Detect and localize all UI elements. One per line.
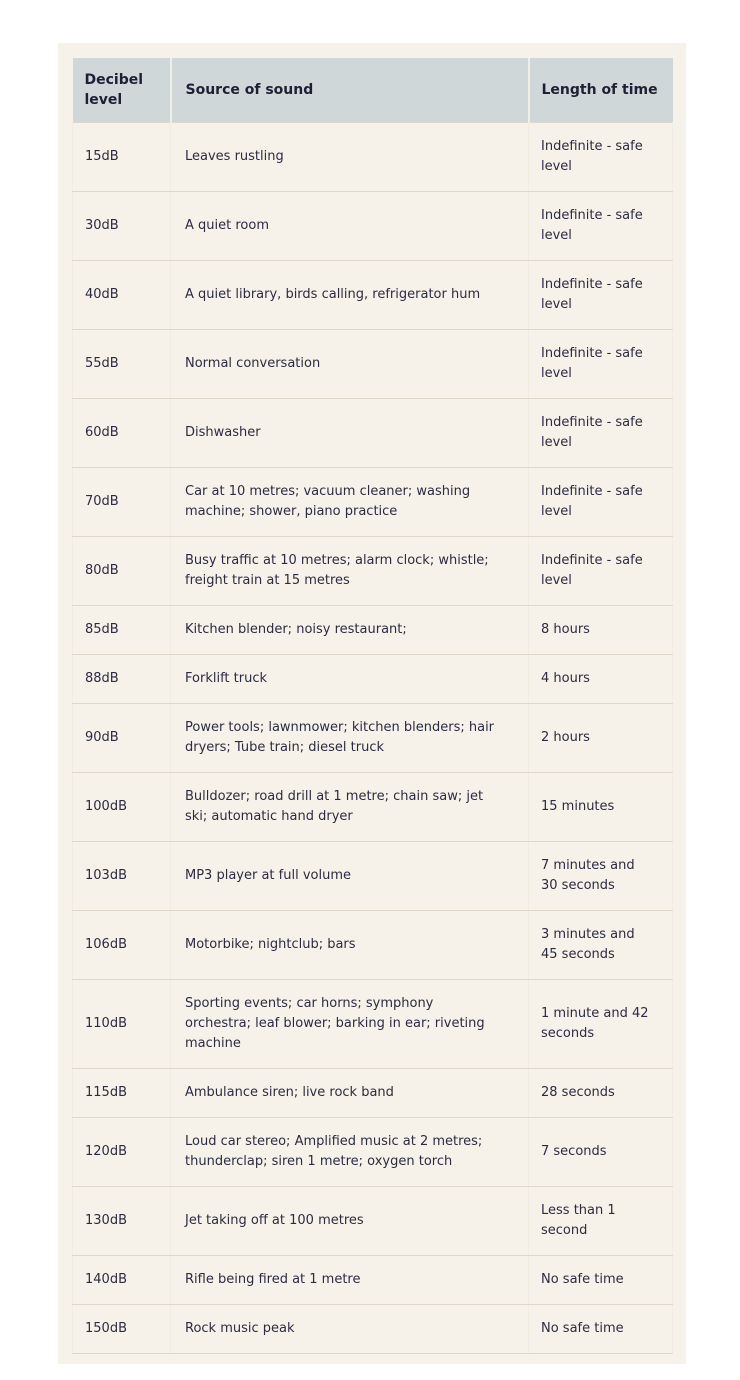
length-of-time-cell: Indefinite - safe level — [529, 537, 673, 606]
table-row — [73, 537, 673, 606]
length-of-time-cell: 15 minutes — [529, 773, 673, 842]
decibel-level-cell: 55dB — [73, 330, 171, 399]
length-of-time-cell: 2 hours — [529, 704, 673, 773]
length-of-time-cell: Indefinite - safe level — [529, 399, 673, 468]
column-header-source-of-sound: Source of sound — [171, 58, 529, 123]
source-of-sound-cell: Dishwasher — [171, 399, 529, 468]
table-row — [73, 330, 673, 399]
length-of-time-cell: 1 minute and 42 seconds — [529, 980, 673, 1069]
source-of-sound-cell: Sporting events; car horns; symphony orchestra; leaf blower; barking in ear; riveting machine — [171, 980, 529, 1069]
source-of-sound-cell: Forklift truck — [171, 655, 529, 704]
length-of-time-cell: Less than 1 second — [529, 1187, 673, 1256]
source-of-sound-cell: Busy traffic at 10 metres; alarm clock; whistle; freight train at 15 metres — [171, 537, 529, 606]
source-of-sound-cell: A quiet room — [171, 192, 529, 261]
decibel-level-cell: 70dB — [73, 468, 171, 537]
decibel-level-cell: 150dB — [73, 1305, 171, 1354]
column-header-decibel-level: Decibel level — [73, 58, 171, 123]
source-of-sound-cell: Jet taking off at 100 metres — [171, 1187, 529, 1256]
decibel-level-cell: 85dB — [73, 606, 171, 655]
decibel-level-cell: 30dB — [73, 192, 171, 261]
source-of-sound-cell: MP3 player at full volume — [171, 842, 529, 911]
table-row — [73, 980, 673, 1069]
table-row — [73, 1256, 673, 1305]
decibel-level-cell: 60dB — [73, 399, 171, 468]
source-of-sound-cell: Ambulance siren; live rock band — [171, 1069, 529, 1118]
decibel-level-cell: 110dB — [73, 980, 171, 1069]
table-row — [73, 842, 673, 911]
length-of-time-cell: No safe time — [529, 1305, 673, 1354]
table-row — [73, 399, 673, 468]
decibel-level-cell: 130dB — [73, 1187, 171, 1256]
length-of-time-cell: Indefinite - safe level — [529, 123, 673, 192]
length-of-time-cell: 7 seconds — [529, 1118, 673, 1187]
table-row — [73, 1069, 673, 1118]
table-body — [73, 123, 673, 1354]
length-of-time-cell: 4 hours — [529, 655, 673, 704]
decibel-level-cell: 80dB — [73, 537, 171, 606]
length-of-time-cell: 3 minutes and 45 seconds — [529, 911, 673, 980]
decibel-level-cell: 106dB — [73, 911, 171, 980]
length-of-time-cell: 7 minutes and 30 seconds — [529, 842, 673, 911]
decibel-level-cell: 115dB — [73, 1069, 171, 1118]
table-header — [73, 58, 673, 123]
table-row — [73, 468, 673, 537]
source-of-sound-cell: Rifle being fired at 1 metre — [171, 1256, 529, 1305]
table-row — [73, 655, 673, 704]
decibel-level-cell: 40dB — [73, 261, 171, 330]
length-of-time-cell: No safe time — [529, 1256, 673, 1305]
source-of-sound-cell: Car at 10 metres; vacuum cleaner; washing machine; shower, piano practice — [171, 468, 529, 537]
decibel-level-cell: 103dB — [73, 842, 171, 911]
source-of-sound-cell: Kitchen blender; noisy restaurant; — [171, 606, 529, 655]
length-of-time-cell: Indefinite - safe level — [529, 261, 673, 330]
table-row — [73, 123, 673, 192]
source-of-sound-cell: Normal conversation — [171, 330, 529, 399]
decibel-table — [72, 58, 673, 1354]
length-of-time-cell: Indefinite - safe level — [529, 192, 673, 261]
table-row — [73, 773, 673, 842]
decibel-level-cell: 88dB — [73, 655, 171, 704]
source-of-sound-cell: Bulldozer; road drill at 1 metre; chain saw; jet ski; automatic hand dryer — [171, 773, 529, 842]
length-of-time-cell: Indefinite - safe level — [529, 468, 673, 537]
source-of-sound-cell: Leaves rustling — [171, 123, 529, 192]
length-of-time-cell: 8 hours — [529, 606, 673, 655]
decibel-level-cell: 140dB — [73, 1256, 171, 1305]
decibel-level-cell: 90dB — [73, 704, 171, 773]
source-of-sound-cell: Power tools; lawnmower; kitchen blenders; hair dryers; Tube train; diesel truck — [171, 704, 529, 773]
table-row — [73, 911, 673, 980]
table-row — [73, 606, 673, 655]
decibel-level-cell: 15dB — [73, 123, 171, 192]
table-row — [73, 261, 673, 330]
header-row — [73, 58, 673, 123]
table-row — [73, 704, 673, 773]
decibel-level-cell: 100dB — [73, 773, 171, 842]
table-row — [73, 192, 673, 261]
decibel-level-cell: 120dB — [73, 1118, 171, 1187]
source-of-sound-cell: A quiet library, birds calling, refrigerator hum — [171, 261, 529, 330]
table-row — [73, 1187, 673, 1256]
content-panel — [58, 43, 686, 1364]
length-of-time-cell: 28 seconds — [529, 1069, 673, 1118]
length-of-time-cell: Indefinite - safe level — [529, 330, 673, 399]
source-of-sound-cell: Loud car stereo; Amplified music at 2 metres; thunderclap; siren 1 metre; oxygen torch — [171, 1118, 529, 1187]
column-header-length-of-time: Length of time — [529, 58, 673, 123]
table-row — [73, 1118, 673, 1187]
source-of-sound-cell: Rock music peak — [171, 1305, 529, 1354]
table-row — [73, 1305, 673, 1354]
source-of-sound-cell: Motorbike; nightclub; bars — [171, 911, 529, 980]
